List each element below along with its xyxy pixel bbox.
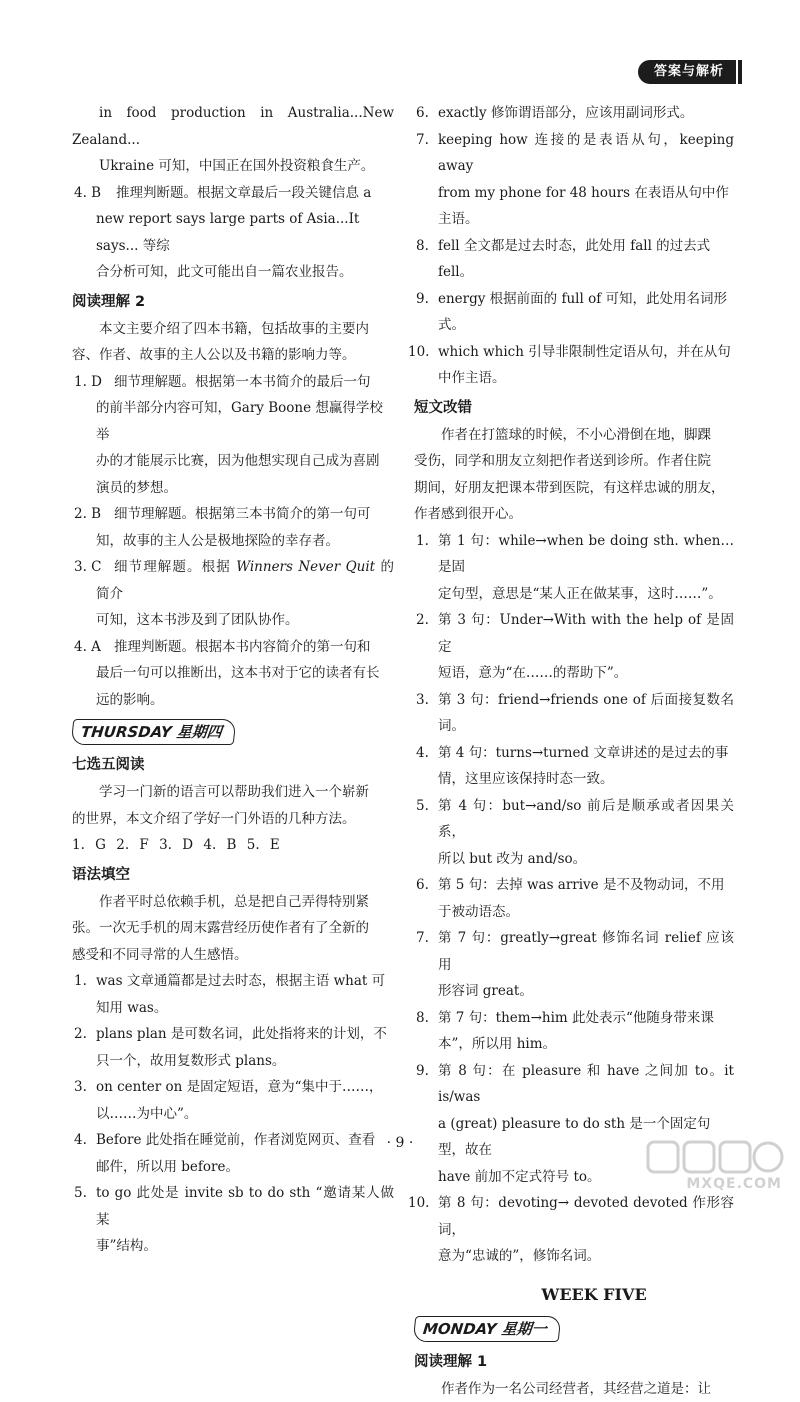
- answer-number: 10.: [408, 339, 429, 366]
- answer-text: have 前加不定式符号 to。: [414, 1164, 734, 1191]
- answer-text: 所以 but 改为 and/so。: [414, 846, 734, 873]
- intro-line: 容、作者、故事的主人公以及书籍的影响力等。: [72, 342, 394, 369]
- answer-item: [414, 233, 734, 260]
- answer-number: 7.: [416, 925, 429, 952]
- answer-item: [72, 1180, 394, 1233]
- answer-item: [72, 1074, 394, 1101]
- answer-number: 10.: [408, 1190, 429, 1217]
- intro-line: 作者在打篮球的时候，不小心滑倒在地，脚踝: [414, 422, 734, 449]
- answer-number: 2.: [416, 607, 429, 634]
- answer-item: [72, 634, 394, 661]
- answer-number: 6.: [416, 872, 429, 899]
- answer-text: 知用 was。: [72, 995, 394, 1022]
- watermark-url: MXQE.COM: [686, 1176, 782, 1192]
- answer-number: 7.: [416, 127, 429, 154]
- day-label-thursday: THURSDAY 星期四: [71, 719, 236, 745]
- answer-text: 演员的梦想。: [72, 475, 394, 502]
- answer-item: [72, 968, 394, 995]
- section-heading: 七选五阅读: [72, 751, 394, 779]
- answer-text: plans plan 是可数名词，此处指将来的计划，不: [96, 1026, 387, 1042]
- answer-item: [72, 369, 394, 396]
- intro-line: 的世界，本文介绍了学好一门外语的几种方法。: [72, 806, 394, 833]
- answer-number: 4.: [74, 1127, 87, 1154]
- answer-text: exactly 修饰谓语部分，应该用副词形式。: [438, 105, 693, 121]
- answer-number: 5.: [416, 793, 429, 820]
- answer-text-pre: 细节理解题。根据: [114, 559, 236, 575]
- answer-text: 于被动语态。: [414, 899, 734, 926]
- section-heading: 阅读理解 1: [414, 1348, 734, 1376]
- answer-text: 本”，所以用 him。: [414, 1031, 734, 1058]
- answer-text: 知，故事的主人公是极地探险的幸存者。: [72, 528, 394, 555]
- book-title: Winners Never Quit: [236, 559, 375, 575]
- answer-number: 3. C: [74, 554, 102, 581]
- answer-number: 4. B: [74, 180, 101, 207]
- answer-text: 合分析可知，此文可能出自一篇农业报告。: [72, 259, 394, 286]
- text-line: Ukraine 可知，中国正在国外投资粮食生产。: [72, 153, 394, 180]
- intro-line: 作者平时总依赖手机，总是把自己弄得特别紧: [72, 889, 394, 916]
- answer-text: 细节理解题。根据第三本书简介的第一句可: [96, 506, 371, 522]
- intro-line: 学习一门新的语言可以帮助我们进入一个崭新: [72, 779, 394, 806]
- answer-text: 办的才能展示比赛，因为他想实现自己成为喜剧: [72, 448, 394, 475]
- answer-text: 短语，意为“在……的帮助下”。: [414, 660, 734, 687]
- section-badge: 答案与解析: [638, 60, 736, 84]
- answer-text: 式。: [414, 312, 734, 339]
- answer-text: was 文章通篇都是过去时态，根据主语 what 可: [96, 973, 385, 989]
- answer-item: [72, 554, 394, 607]
- answer-item: [414, 286, 734, 313]
- answer-item: [72, 1021, 394, 1048]
- answer-number: 3.: [74, 1074, 87, 1101]
- intro-line: 受伤，同学和朋友立刻把作者送到诊所。作者住院: [414, 448, 734, 475]
- answer-text: 第 1 句：while→when be doing sth. when… 是固: [438, 533, 734, 576]
- answer-text: on center on 是固定短语，意为“集中于……，: [96, 1079, 383, 1095]
- answer-text: 只一个，故用复数形式 plans。: [72, 1048, 394, 1075]
- answer-text: 推理判断题。根据本书内容简介的第一句和: [96, 639, 371, 655]
- answer-text: [96, 559, 394, 602]
- answer-text: 第 4 句：turns→turned 文章讲述的是过去的事: [438, 745, 728, 761]
- answer-item: [414, 740, 734, 767]
- answer-number: 1.: [74, 968, 87, 995]
- answer-item: [414, 925, 734, 978]
- answer-item: [414, 339, 734, 366]
- answer-text: 可知，这本书涉及到了团队协作。: [72, 607, 394, 634]
- answer-number: 1.: [416, 528, 429, 555]
- answer-item: [414, 528, 734, 581]
- watermark-stamp-icon: [646, 1140, 786, 1176]
- answer-text: from my phone for 48 hours 在表语从句中作主语。: [414, 180, 734, 233]
- answer-text: 远的影响。: [72, 687, 394, 714]
- section-heading: 语法填空: [72, 861, 394, 889]
- answer-text: 定句型，意思是“某人正在做某事，这时……”。: [414, 581, 734, 608]
- answer-text: 推理判断题。根据文章最后一段关键信息 a: [96, 185, 371, 201]
- answer-text: Before 此处指在睡觉前，作者浏览网页、查看: [96, 1132, 375, 1148]
- answer-text: 邮件，所以用 before。: [72, 1154, 394, 1181]
- answer-item: [414, 127, 734, 180]
- answer-item: [414, 793, 734, 846]
- answer-number: 3.: [416, 687, 429, 714]
- answer-number: 8.: [416, 1005, 429, 1032]
- answer-text: 形容词 great。: [414, 978, 734, 1005]
- answer-number: 4. A: [74, 634, 101, 661]
- answer-number: 9.: [416, 1058, 429, 1085]
- answer-text: 事”结构。: [72, 1233, 394, 1260]
- answer-text: 第 8 句：在 pleasure 和 have 之间加 to。it is/was: [438, 1063, 734, 1106]
- answer-text: 第 3 句：Under→With with the help of 是固定: [438, 612, 734, 655]
- answer-number: 9.: [416, 286, 429, 313]
- week-heading: WEEK FIVE: [414, 1280, 734, 1310]
- answer-text: energy 根据前面的 full of 可知，此处用名词形: [438, 291, 727, 307]
- day-label-monday: MONDAY 星期一: [413, 1316, 561, 1342]
- answer-text: 第 3 句：friend→friends one of 后面接复数名词。: [438, 692, 734, 735]
- answer-text: 意为“忠诚的”，修饰名词。: [414, 1243, 734, 1270]
- answer-text: 第 7 句：greatly→great 修饰名词 relief 应该用: [438, 930, 734, 973]
- intro-line: 感受和不同寻常的人生感悟。: [72, 942, 394, 969]
- left-column: [72, 100, 394, 1260]
- badge-bar: [738, 60, 742, 84]
- answer-text: a (great) pleasure to do sth 是一个固定句型，故在: [414, 1111, 734, 1164]
- answer-number: 2.: [74, 1021, 87, 1048]
- answer-text: 第 4 句：but→and/so 前后是顺承或者因果关系，: [438, 798, 734, 841]
- answer-text: 情，这里应该保持时态一致。: [414, 766, 734, 793]
- answer-item: [414, 1058, 734, 1111]
- answer-text: new report says large parts of Asia...It says... 等综: [72, 206, 394, 259]
- right-column: [414, 100, 734, 1402]
- section-heading: 阅读理解 2: [72, 288, 394, 316]
- answer-item: [414, 1190, 734, 1243]
- answer-text: to go 此处是 invite sb to do sth “邀请某人做某: [96, 1185, 394, 1228]
- answer-number: 2. B: [74, 501, 101, 528]
- answer-item: [414, 687, 734, 740]
- answer-text: which which 引导非限制性定语从句，并在从句: [438, 344, 731, 360]
- answer-number: 1. D: [74, 369, 102, 396]
- intro-line: 作者感到很开心。: [414, 501, 734, 528]
- answer-text: fell。: [414, 259, 734, 286]
- answer-list: 1. G 2. F 3. D 4. B 5. E: [72, 832, 394, 859]
- answer-text: 中作主语。: [414, 365, 734, 392]
- answer-item: [414, 100, 734, 127]
- watermark-logo: [646, 1140, 786, 1192]
- answer-item: [72, 501, 394, 528]
- answer-number: 8.: [416, 233, 429, 260]
- answer-text: 的前半部分内容可知，Gary Boone 想赢得学校举: [72, 395, 394, 448]
- answer-text: fell 全文都是过去时态，此处用 fall 的过去式: [438, 238, 710, 254]
- answer-item: [414, 607, 734, 660]
- answer-text: 以……为中心”。: [72, 1101, 394, 1128]
- answer-text: 最后一句可以推断出，这本书对于它的读者有长: [72, 660, 394, 687]
- answer-number: 5.: [74, 1180, 87, 1207]
- answer-text: 第 8 句：devoting→ devoted devoted 作形容词，: [438, 1195, 734, 1238]
- answer-number: 6.: [416, 100, 429, 127]
- intro-line: 张。一次无手机的周末露营经历使作者有了全新的: [72, 915, 394, 942]
- answer-text: 第 5 句：去掉 was arrive 是不及物动词，不用: [438, 877, 724, 893]
- answer-text: keeping how 连接的是表语从句，keeping away: [438, 132, 734, 175]
- answer-item: [414, 872, 734, 899]
- section-heading: 短文改错: [414, 394, 734, 422]
- page-number: · 9 ·: [0, 1134, 800, 1152]
- answer-text: 细节理解题。根据第一本书简介的最后一句: [96, 374, 371, 390]
- answer-text: 第 7 句：them→him 此处表示“他随身带来课: [438, 1010, 714, 1026]
- answer-item: [72, 180, 394, 207]
- answer-text-post: 的简介: [96, 559, 394, 602]
- answer-number: 4.: [416, 740, 429, 767]
- intro-line: 期间，好朋友把课本带到医院，有这样忠诚的朋友，: [414, 475, 734, 502]
- text-line: in food production in Australia...New Zealand...: [72, 100, 394, 153]
- intro-line: 作者作为一名公司经营者，其经营之道是：让: [414, 1376, 734, 1402]
- intro-line: 本文主要介绍了四本书籍，包括故事的主要内: [72, 316, 394, 343]
- answer-item: [414, 1005, 734, 1032]
